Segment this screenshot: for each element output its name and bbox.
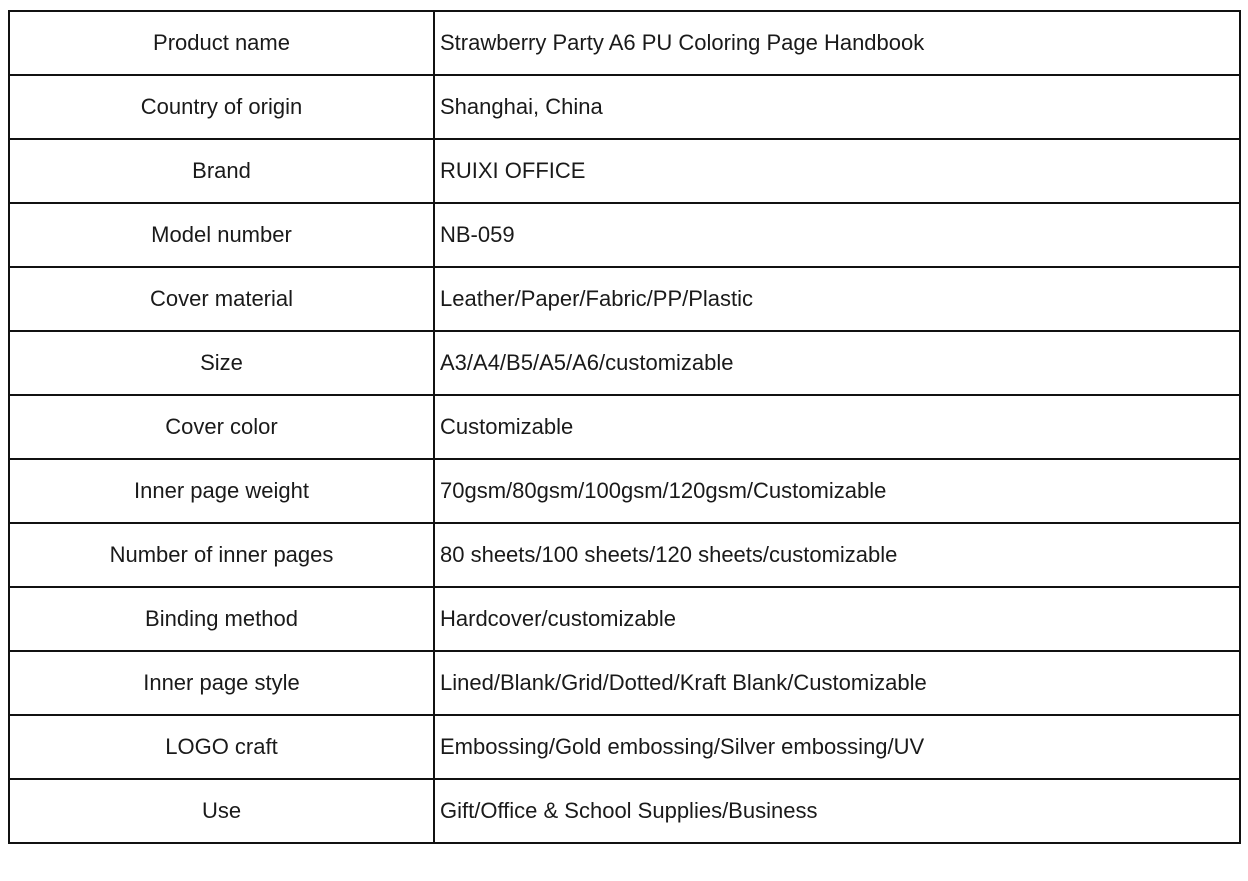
- table-row: [9, 587, 1240, 651]
- table-row: [9, 715, 1240, 779]
- product-spec-table: [8, 10, 1241, 844]
- spec-label-inner-page-weight: Inner page weight: [9, 459, 434, 523]
- spec-label-model-number: Model number: [9, 203, 434, 267]
- spec-value-product-name: Strawberry Party A6 PU Coloring Page Handbook: [434, 11, 1240, 75]
- table-row: [9, 779, 1240, 843]
- spec-label-binding-method: Binding method: [9, 587, 434, 651]
- spec-value-use: Gift/Office & School Supplies/Business: [434, 779, 1240, 843]
- spec-value-inner-page-style: Lined/Blank/Grid/Dotted/Kraft Blank/Customizable: [434, 651, 1240, 715]
- spec-label-size: Size: [9, 331, 434, 395]
- spec-value-cover-material: Leather/Paper/Fabric/PP/Plastic: [434, 267, 1240, 331]
- spec-value-inner-page-weight: 70gsm/80gsm/100gsm/120gsm/Customizable: [434, 459, 1240, 523]
- spec-label-product-name: Product name: [9, 11, 434, 75]
- spec-value-binding-method: Hardcover/customizable: [434, 587, 1240, 651]
- table-row: [9, 651, 1240, 715]
- table-row: [9, 523, 1240, 587]
- spec-label-country-of-origin: Country of origin: [9, 75, 434, 139]
- spec-label-use: Use: [9, 779, 434, 843]
- spec-value-cover-color: Customizable: [434, 395, 1240, 459]
- table-row: [9, 139, 1240, 203]
- spec-value-number-of-inner-pages: 80 sheets/100 sheets/120 sheets/customizable: [434, 523, 1240, 587]
- table-row: [9, 331, 1240, 395]
- spec-value-country-of-origin: Shanghai, China: [434, 75, 1240, 139]
- table-row: [9, 395, 1240, 459]
- spec-label-cover-color: Cover color: [9, 395, 434, 459]
- spec-label-number-of-inner-pages: Number of inner pages: [9, 523, 434, 587]
- table-row: [9, 267, 1240, 331]
- spec-value-logo-craft: Embossing/Gold embossing/Silver embossing/UV: [434, 715, 1240, 779]
- spec-value-size: A3/A4/B5/A5/A6/customizable: [434, 331, 1240, 395]
- table-row: [9, 203, 1240, 267]
- table-row: [9, 459, 1240, 523]
- spec-table-body: [9, 11, 1240, 843]
- spec-value-brand: RUIXI OFFICE: [434, 139, 1240, 203]
- spec-label-inner-page-style: Inner page style: [9, 651, 434, 715]
- table-row: [9, 11, 1240, 75]
- spec-label-logo-craft: LOGO craft: [9, 715, 434, 779]
- spec-value-model-number: NB-059: [434, 203, 1240, 267]
- spec-label-brand: Brand: [9, 139, 434, 203]
- spec-label-cover-material: Cover material: [9, 267, 434, 331]
- table-row: [9, 75, 1240, 139]
